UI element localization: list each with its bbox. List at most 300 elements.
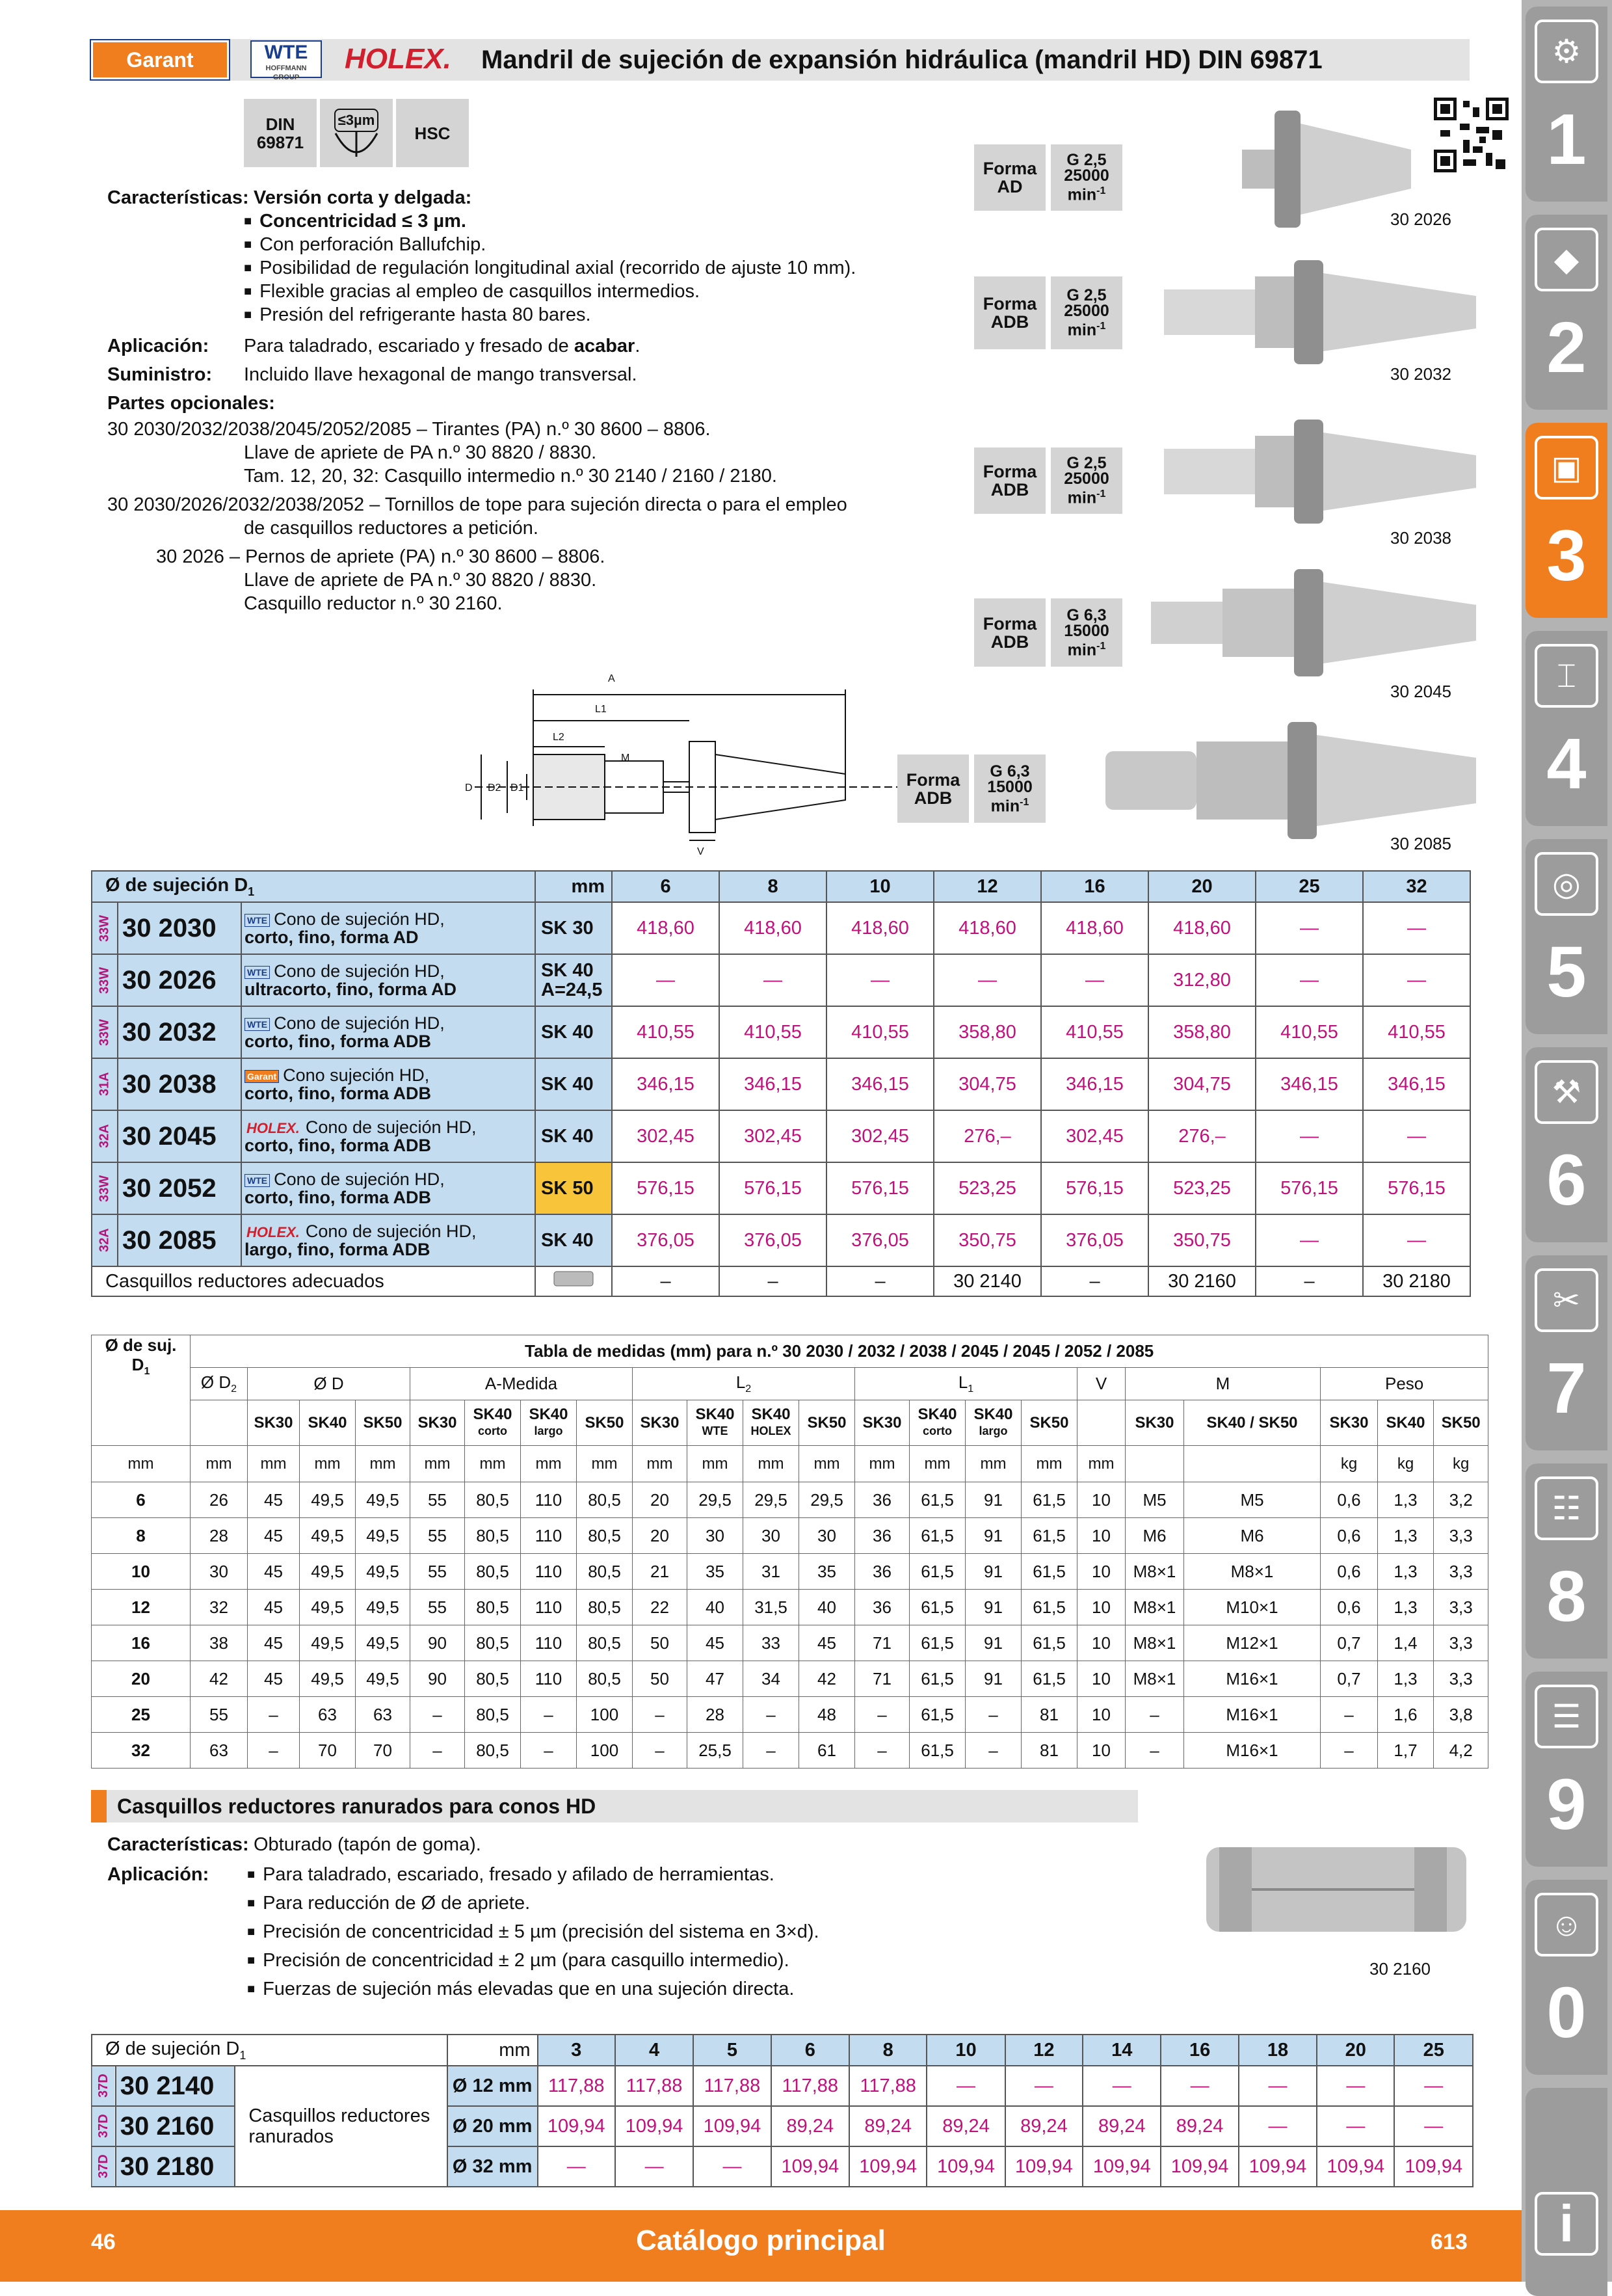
price-cell: 109,94: [1161, 2146, 1238, 2187]
chapter-tab-6[interactable]: [1526, 1047, 1607, 1242]
partes-label: Partes opcionales:: [107, 393, 275, 414]
dim-unit: mm: [356, 1446, 410, 1482]
description-line2: corto, fino, forma AD: [244, 928, 419, 947]
dim-cell: 80,5: [577, 1554, 633, 1590]
table-row: [92, 2066, 1473, 2106]
dim-unit: mm: [248, 1446, 300, 1482]
section-bar-accent: [91, 1790, 107, 1822]
dim-cell: –: [966, 1733, 1022, 1769]
dim-cell: 80,5: [465, 1733, 521, 1769]
price-cell: 376,05: [719, 1214, 826, 1266]
price-cell: 109,94: [849, 2146, 927, 2187]
dim-cell: 36: [855, 1482, 910, 1518]
price-cell: —: [719, 954, 826, 1006]
dim-cell: M6: [1126, 1518, 1184, 1554]
table-row: [92, 1625, 1488, 1661]
chapter-tab-5[interactable]: [1526, 839, 1607, 1034]
reducers-label: Casquillos reductores adecuados: [92, 1266, 535, 1296]
t3-head-label: [92, 2035, 447, 2066]
feature-bullet: ■ Concentricidad ≤ 3 µm.: [244, 209, 466, 235]
taper-size: [535, 1110, 612, 1162]
dim-col-row: [92, 1400, 1488, 1446]
dim-cell: 80,5: [465, 1661, 521, 1697]
reducer-cell: –: [826, 1266, 934, 1296]
tool-image-302032: [1157, 257, 1483, 367]
size-col: 10: [826, 871, 934, 902]
feature-bullet: ■ Posibilidad de regulación longitudinal axial (recorrido de ajuste 10 mm).: [244, 256, 856, 282]
chapter-tab-7[interactable]: [1526, 1255, 1607, 1450]
speed-unit-sup: -1: [1096, 640, 1106, 652]
dim-cell: 80,5: [465, 1518, 521, 1554]
dim-cell: 1,3: [1378, 1590, 1434, 1625]
reducer-sleeve-image: [1200, 1834, 1473, 1945]
price-cell: —: [693, 2146, 771, 2187]
chapter-number: 9: [1546, 1765, 1587, 1845]
size-col: 6: [612, 871, 719, 902]
description-line1: Cono de sujeción HD,: [305, 1117, 477, 1137]
group-d: Ø D: [248, 1368, 410, 1400]
dim-cell: 20: [633, 1482, 687, 1518]
speed-unit-text: min: [1067, 488, 1097, 507]
holex-logo: HOLEX.: [345, 43, 451, 75]
reducer-cell: –: [1041, 1266, 1148, 1296]
price-cell: 302,45: [612, 1110, 719, 1162]
dim-cell: 55: [191, 1697, 248, 1733]
dim-cell: 45: [248, 1554, 300, 1590]
dim-unit: [1126, 1446, 1184, 1482]
dim-cell: 49,5: [356, 1590, 410, 1625]
speed-balance: G 2,5: [1066, 151, 1107, 170]
dim-cell: 61,5: [1022, 1518, 1077, 1554]
dim-cell: M16×1: [1184, 1661, 1321, 1697]
group-code: 33W: [92, 1162, 118, 1214]
dim-col-head-l2: corto: [923, 1424, 952, 1437]
head-label-text: Ø de sujeción D: [105, 874, 248, 896]
dim-cell: 1,7: [1378, 1733, 1434, 1769]
hsc-badge: HSC: [396, 99, 469, 167]
speed-balance: G 2,5: [1066, 454, 1107, 473]
dim-cell: 40: [687, 1590, 743, 1625]
size-col: 16: [1041, 871, 1148, 902]
taper-size-text: SK 40: [541, 1230, 594, 1251]
s2-apl-label: Aplicación:: [107, 1864, 209, 1885]
price-cell: 358,80: [934, 1006, 1041, 1058]
cabinet-icon: ☰: [1535, 1685, 1598, 1748]
price-cell: 109,94: [1394, 2146, 1473, 2187]
reducer-cell: –: [719, 1266, 826, 1296]
dim-cell: 47: [687, 1661, 743, 1697]
dim-unit: mm: [92, 1446, 191, 1482]
price-cell: 418,60: [612, 902, 719, 954]
dim-unit: mm: [1022, 1446, 1077, 1482]
dim-cell: 45: [248, 1590, 300, 1625]
price-cell: 117,88: [615, 2066, 693, 2106]
reducer-icon: [535, 1266, 612, 1296]
dim-cell: 80,5: [465, 1590, 521, 1625]
dim-cell: M6: [1184, 1518, 1321, 1554]
dim-col-head-l2: HOLEX: [750, 1424, 791, 1437]
taper-size: [535, 1214, 612, 1266]
section-bar-reducers: [91, 1790, 1138, 1822]
dim-unit: mm: [410, 1446, 465, 1482]
price-cell: 410,55: [1363, 1006, 1470, 1058]
technical-drawing: [455, 670, 897, 859]
dim-cell: 0,6: [1321, 1590, 1378, 1625]
price-cell: —: [1256, 1214, 1363, 1266]
description-line2: largo, fino, forma ADB: [244, 1240, 430, 1259]
dim-cell: 3,2: [1434, 1482, 1488, 1518]
size-col: 8: [849, 2035, 927, 2066]
speed-unit: [1068, 639, 1106, 658]
dim-cell: 80,5: [577, 1661, 633, 1697]
price-cell: 304,75: [1148, 1058, 1256, 1110]
price-cell: 576,15: [1363, 1162, 1470, 1214]
taper-size: [535, 1162, 612, 1214]
dim-cell: 63: [191, 1733, 248, 1769]
dim-unit: mm: [577, 1446, 633, 1482]
brand-logo-icon: HOLEX.: [246, 1223, 300, 1240]
price-cell: 89,24: [849, 2106, 927, 2146]
dim-cell: 81: [1022, 1697, 1077, 1733]
price-cell: —: [1317, 2066, 1394, 2106]
dim-cell: 45: [799, 1625, 855, 1661]
dim-col-head: [191, 1400, 248, 1446]
partes-line: 30 2030/2032/2038/2045/2052/2085 – Tirantes (PA) n.º 30 8600 – 8806.: [107, 419, 711, 440]
description: [241, 1058, 535, 1110]
art-label: 30 2045: [1390, 682, 1451, 701]
dim-cell: –: [633, 1733, 687, 1769]
s2-bullet: ■ Para reducción de Ø de apriete.: [247, 1891, 530, 1917]
dim-cell: 40: [799, 1590, 855, 1625]
dim-cell: 100: [577, 1733, 633, 1769]
taper-size-text: SK 40: [541, 1126, 594, 1147]
size-col: 32: [1363, 871, 1470, 902]
dim-unit: mm: [465, 1446, 521, 1482]
garant-logo: Garant: [91, 40, 229, 79]
price-cell: 302,45: [1041, 1110, 1148, 1162]
dim-cell: M8×1: [1126, 1661, 1184, 1697]
reducer-description: [235, 2066, 447, 2187]
dim-row-size: 6: [92, 1482, 191, 1518]
price-cell: 109,94: [538, 2106, 615, 2146]
dim-unit: mm: [743, 1446, 799, 1482]
dim-cell: 49,5: [356, 1625, 410, 1661]
dim-cell: –: [633, 1697, 687, 1733]
dim-col-head: [743, 1400, 799, 1446]
price-cell: —: [1363, 1214, 1470, 1266]
price-cell: 89,24: [771, 2106, 849, 2146]
article-number: 30 2038: [118, 1058, 241, 1110]
chapter-number: 0: [1546, 1973, 1587, 2053]
size-col: 20: [1148, 871, 1256, 902]
dim-cell: 36: [855, 1554, 910, 1590]
dim-cell: 110: [521, 1661, 577, 1697]
dimensions-table: [91, 1335, 1488, 1769]
size-col: 5: [693, 2035, 771, 2066]
taper-size-text: SK 40: [541, 960, 594, 981]
table-row: [92, 902, 1470, 954]
dim-cell: 80,5: [577, 1482, 633, 1518]
dim-cell: 22: [633, 1590, 687, 1625]
dim-unit: kg: [1321, 1446, 1378, 1482]
dim-cell: –: [855, 1697, 910, 1733]
speed-rpm: 25000: [1064, 167, 1109, 185]
price-cell: 418,60: [719, 902, 826, 954]
table-row: [92, 1162, 1470, 1214]
s2-bullet: ■ Precisión de concentricidad ± 2 µm (para casquillo intermedio).: [247, 1949, 789, 1974]
dim-cell: M10×1: [1184, 1590, 1321, 1625]
price-cell: 376,05: [826, 1214, 934, 1266]
description: [241, 1162, 535, 1214]
dim-cell: 3,3: [1434, 1625, 1488, 1661]
dim-d2: D2: [488, 782, 501, 794]
dim-unit: mm: [855, 1446, 910, 1482]
dim-cell: 49,5: [300, 1482, 356, 1518]
dim-row-size: 32: [92, 1733, 191, 1769]
dim-cell: –: [248, 1697, 300, 1733]
dim-cell: –: [743, 1733, 799, 1769]
tool-image-302038: [1157, 416, 1483, 527]
art-label: 30 2085: [1390, 834, 1451, 853]
dim-cell: 61,5: [910, 1482, 966, 1518]
price-cell: 346,15: [612, 1058, 719, 1110]
dim-cell: 91: [966, 1518, 1022, 1554]
t3-head-text: Ø de sujeción D: [105, 2038, 240, 2059]
dim-col-head: [799, 1400, 855, 1446]
dim-cell: –: [743, 1697, 799, 1733]
price-cell: 346,15: [1041, 1058, 1148, 1110]
group-code: 33W: [92, 902, 118, 954]
price-cell: 276,–: [934, 1110, 1041, 1162]
speed-unit: [1068, 319, 1106, 338]
size-col: 14: [1083, 2035, 1161, 2066]
dim-col-head-l1: SK50: [585, 1413, 624, 1432]
dim-corner-sub: 1: [144, 1366, 150, 1378]
chapter-tab-2[interactable]: [1526, 215, 1607, 410]
dim-cell: 1,3: [1378, 1482, 1434, 1518]
price-cell: 576,15: [1256, 1162, 1363, 1214]
price-cell: 89,24: [1005, 2106, 1083, 2146]
price-cell: —: [826, 954, 934, 1006]
dim-corner: [92, 1335, 191, 1446]
dim-cell: 61,5: [1022, 1590, 1077, 1625]
art-label: 30 2038: [1390, 528, 1451, 548]
taper-size-text: SK 50: [541, 1178, 594, 1199]
dim-row-size: 12: [92, 1590, 191, 1625]
dim-cell: M8×1: [1184, 1554, 1321, 1590]
taper-size-text: SK 30: [541, 918, 594, 939]
price-cell: 89,24: [927, 2106, 1005, 2146]
speed-unit-text: min: [1067, 641, 1097, 660]
dim-col-head-l1: SK40: [473, 1406, 512, 1423]
dim-cell: M5: [1126, 1482, 1184, 1518]
dim-unit: mm: [966, 1446, 1022, 1482]
dim-cell: 110: [521, 1625, 577, 1661]
dim-cell: 55: [410, 1482, 465, 1518]
reducer-desc-l1: Casquillos reductores: [248, 2105, 430, 2126]
dim-cell: –: [1126, 1733, 1184, 1769]
tool-image-302085: [1099, 719, 1483, 842]
dim-cell: 28: [191, 1518, 248, 1554]
dim-cell: 81: [1022, 1733, 1077, 1769]
partes-line: Tam. 12, 20, 32: Casquillo intermedio n.º 30 2140 / 2160 / 2180.: [244, 466, 777, 487]
aplicacion-label: Aplicación:: [107, 336, 209, 356]
size-col: 3: [538, 2035, 615, 2066]
price-cell: 350,75: [1148, 1214, 1256, 1266]
dim-cell: –: [1321, 1733, 1378, 1769]
dim-cell: 0,6: [1321, 1554, 1378, 1590]
speed-balance: G 2,5: [1066, 286, 1107, 305]
feature-bullet: ■ Flexible gracias al empleo de casquillos intermedios.: [244, 280, 700, 305]
insert-icon: ◆: [1535, 228, 1598, 291]
dim-col-head-l2: largo: [534, 1424, 563, 1437]
dim-cell: 21: [633, 1554, 687, 1590]
article-number: 30 2180: [116, 2146, 235, 2187]
dim-col-head: [356, 1400, 410, 1446]
chapter-tab-4[interactable]: [1526, 631, 1607, 826]
dim-cell: M8×1: [1126, 1554, 1184, 1590]
chapter-tab-info[interactable]: [1526, 2088, 1607, 2296]
table-row: [92, 1733, 1488, 1769]
dim-group-row: [92, 1368, 1488, 1400]
brand-logo-icon: WTE: [244, 914, 270, 927]
price-cell: 109,94: [927, 2146, 1005, 2187]
speed-rpm: 15000: [1064, 621, 1109, 640]
size-col: 20: [1317, 2035, 1394, 2066]
dim-cell: 50: [633, 1661, 687, 1697]
price-cell: —: [1394, 2066, 1473, 2106]
dim-col-head: [966, 1400, 1022, 1446]
article-number: 30 2045: [118, 1110, 241, 1162]
price-cell: —: [1239, 2066, 1317, 2106]
aplicacion-text: [244, 334, 640, 358]
partes-line: Llave de apriete de PA n.º 30 8820 / 8830.: [244, 442, 597, 463]
chapter-number: 6: [1546, 1140, 1587, 1220]
price-cell: 109,94: [1083, 2146, 1161, 2187]
price-cell: 276,–: [1148, 1110, 1256, 1162]
dim-cell: 25,5: [687, 1733, 743, 1769]
table-row: [92, 1214, 1470, 1266]
price-cell: 576,15: [612, 1162, 719, 1214]
dim-cell: 32: [191, 1590, 248, 1625]
price-cell: —: [934, 954, 1041, 1006]
chapter-tab-8[interactable]: [1526, 1463, 1607, 1659]
dim-col-head-l1: SK40: [308, 1413, 347, 1432]
speed-box: [1051, 144, 1122, 211]
dim-cell: 10: [1077, 1518, 1126, 1554]
dim-unit: mm: [1077, 1446, 1126, 1482]
price-cell: 304,75: [934, 1058, 1041, 1110]
price-cell: 109,94: [1239, 2146, 1317, 2187]
dim-cell: 91: [966, 1554, 1022, 1590]
caliper-icon: ⌶: [1535, 644, 1598, 708]
dim-col-head: [855, 1400, 910, 1446]
dim-cell: 30: [191, 1554, 248, 1590]
drill-icon: ⚙: [1535, 20, 1598, 83]
dim-l2: L2: [553, 732, 564, 743]
dim-col-head-l1: SK30: [417, 1413, 457, 1432]
dim-col-head-l1: SK30: [254, 1413, 293, 1432]
qr-code-icon[interactable]: [1434, 98, 1509, 172]
page-title: Mandril de sujeción de expansión hidráulica (mandril HD) DIN 69871: [481, 46, 1323, 74]
dim-unit: kg: [1378, 1446, 1434, 1482]
chapter-number: 2: [1546, 308, 1587, 388]
dim-col-head-l1: SK40: [1386, 1413, 1425, 1432]
speed-unit-sup: -1: [1096, 321, 1106, 332]
taper-size-extra: A=24,5: [541, 980, 603, 1000]
s2-car-label: Características:: [107, 1834, 249, 1855]
group-code: 33W: [92, 954, 118, 1006]
dim-cell: 49,5: [356, 1554, 410, 1590]
aplicacion-pre: Para taladrado, escariado y fresado de: [244, 336, 574, 356]
dim-cell: 61,5: [910, 1518, 966, 1554]
price-cell: —: [1041, 954, 1148, 1006]
tool-image-302026: [1222, 104, 1418, 234]
price-cell: —: [1161, 2066, 1238, 2106]
dim-cell: 90: [410, 1625, 465, 1661]
dim-col-head: [1434, 1400, 1488, 1446]
price-cell: 376,05: [612, 1214, 719, 1266]
price-cell: 410,55: [1256, 1006, 1363, 1058]
group-code: 37D: [92, 2066, 116, 2106]
dim-cell: 49,5: [300, 1661, 356, 1697]
group-code: 33W: [92, 1006, 118, 1058]
dim-cell: M8×1: [1126, 1625, 1184, 1661]
dim-unit: [1184, 1446, 1321, 1482]
dim-cell: 3,3: [1434, 1554, 1488, 1590]
chapter-number: 5: [1546, 932, 1587, 1012]
grinding-disc-icon: ◎: [1535, 852, 1598, 916]
description-line1: Cono de sujeción HD,: [274, 909, 445, 929]
dim-cell: 10: [1077, 1697, 1126, 1733]
speed-unit-text: min: [1067, 185, 1097, 204]
description-line1: Cono de sujeción HD,: [274, 1169, 445, 1189]
price-cell: 418,60: [1148, 902, 1256, 954]
dim-col-head: [1022, 1400, 1077, 1446]
dim-cell: –: [966, 1697, 1022, 1733]
price-cell: 346,15: [1363, 1058, 1470, 1110]
dim-cell: 70: [300, 1733, 356, 1769]
chapter-tab-3[interactable]: [1526, 423, 1607, 618]
chapter-tab-1[interactable]: [1526, 7, 1607, 202]
chapter-tab-9[interactable]: [1526, 1672, 1607, 1867]
dim-cell: –: [1126, 1697, 1184, 1733]
suministro-label: Suministro:: [107, 364, 213, 385]
price-cell: 410,55: [612, 1006, 719, 1058]
dim-cell: 70: [356, 1733, 410, 1769]
dim-col-head: [1378, 1400, 1434, 1446]
dim-row-size: 10: [92, 1554, 191, 1590]
dim-cell: 3,3: [1434, 1661, 1488, 1697]
group-a: A-Medida: [410, 1368, 633, 1400]
chapter-tab-0[interactable]: [1526, 1880, 1607, 2075]
price-cell: —: [1317, 2106, 1394, 2146]
speed-unit-text: min: [990, 797, 1020, 816]
reducer-cell: 30 2140: [934, 1266, 1041, 1296]
price-cell: 302,45: [719, 1110, 826, 1162]
dim-cell: 29,5: [743, 1482, 799, 1518]
table-row: [92, 1006, 1470, 1058]
dim-cell: 63: [300, 1697, 356, 1733]
dim-cell: M16×1: [1184, 1697, 1321, 1733]
price-cell: 418,60: [934, 902, 1041, 954]
wte-logo-text: WTE: [264, 42, 308, 63]
aplicacion-bold: acabar: [574, 336, 635, 356]
dim-cell: 0,7: [1321, 1661, 1378, 1697]
dim-cell: 49,5: [356, 1518, 410, 1554]
price-cell: 109,94: [693, 2106, 771, 2146]
price-cell: 89,24: [1083, 2106, 1161, 2146]
